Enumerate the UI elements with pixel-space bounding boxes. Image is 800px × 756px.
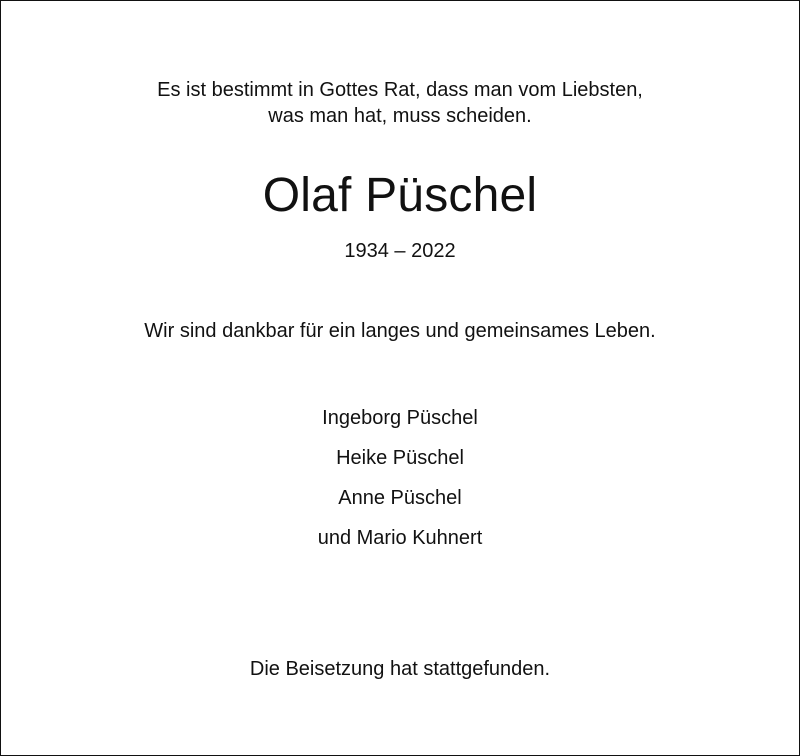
- mourner-name: und Mario Kuhnert: [317, 527, 483, 549]
- mourner-name: Heike Püschel: [336, 447, 464, 469]
- memorial-verse: [1, 77, 799, 129]
- mourners-list: [1, 405, 799, 565]
- burial-note: Die Beisetzung hat stattgefunden.: [249, 658, 551, 680]
- mourner-name: Ingeborg Püschel: [322, 407, 478, 429]
- verse-line-1: Es ist bestimmt in Gottes Rat, dass man vom Liebsten,: [157, 79, 643, 101]
- mourner-name: Anne Püschel: [338, 487, 462, 509]
- life-dates: 1934 – 2022: [344, 240, 456, 262]
- verse-line-2: was man hat, muss scheiden.: [268, 105, 532, 127]
- deceased-name: Olaf Püschel: [262, 169, 538, 222]
- gratitude-statement: Wir sind dankbar für ein langes und gemeinsames Leben.: [144, 320, 656, 342]
